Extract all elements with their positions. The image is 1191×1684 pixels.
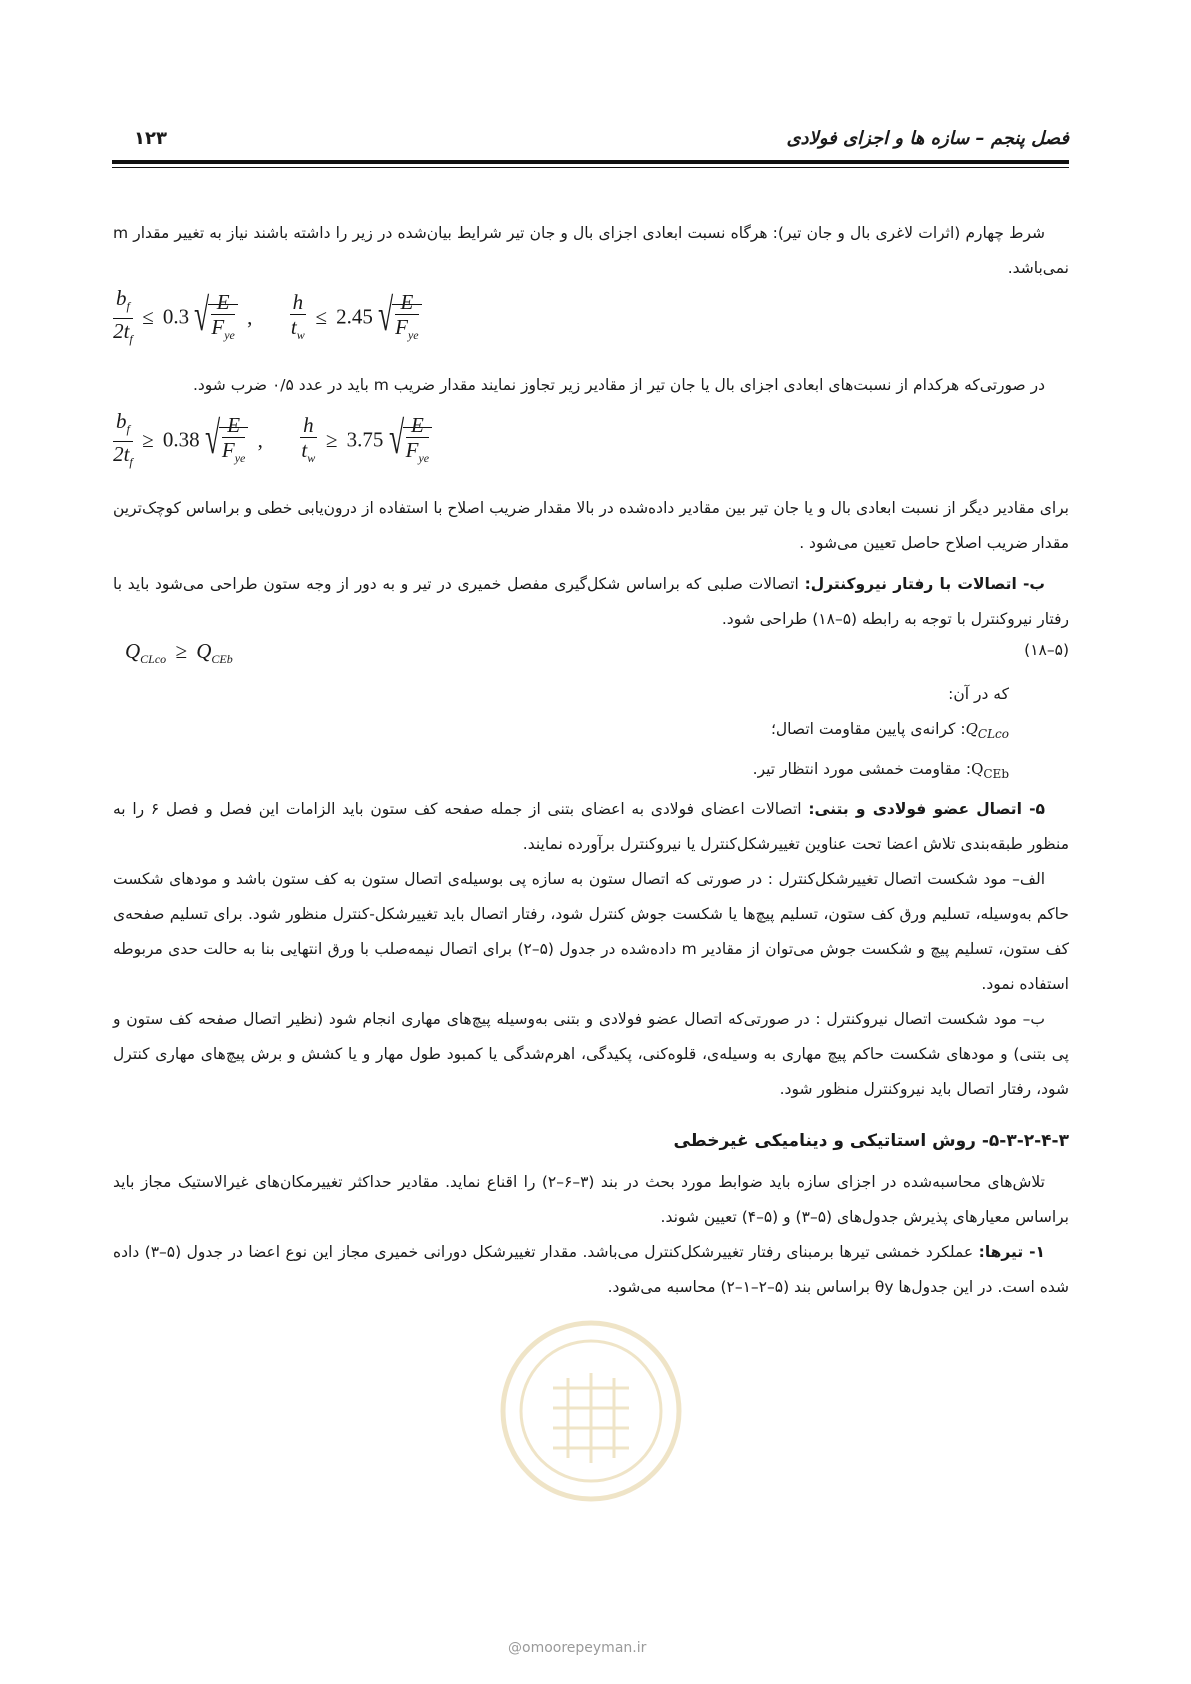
header-rule-thick: [112, 160, 1069, 164]
definitions: [113, 677, 1069, 792]
paragraph-force-controlled-mode: ب– مود شکست اتصال نیروکنترل : در صورتی‌که اتصال عضو فولادی و بتنی به‌وسیله پیچ‌های مهاری انجام شود (نظیر اتصال صفحه کف ستون و پی بتنی) و مودهای شکست حاکم پیچ مهاری به وسیله‌ی، قلوه‌کنی، پکیدگی، اهرم‌شدگی یا کمبود طول مهار و یا کشش و برش پیچ‌های مهاری کنترل شود، رفتار اتصال باید نیروکنترل منظور شود.: [113, 1010, 1069, 1098]
definition-qceb: $Q_{CEb}$: مقاومت خمشی مورد انتظار تیر.: [752, 760, 1009, 781]
coefficient-web-upper: 3.75: [346, 427, 384, 452]
chapter-title: فصل پنجم – سازه ها و اجزای فولادی: [786, 128, 1069, 149]
fraction-h-tw: $\frac{h}{t_w}$: [290, 290, 305, 343]
formula-q: $Q_{CLco} \ge Q_{CEb}$: [125, 639, 233, 667]
sqrt-e-fye: √ $\frac{E}{F_{ye}}$: [194, 290, 237, 347]
equation-slenderness-limit: $\frac{b_f}{2t_f}$ ≤ 0.3 √ $\frac{E}{F_{ye}}$ , $\frac{h}{t_w}$ ≤ 2.45 √ $\frac{E}{F_{ye}}$: [113, 286, 1069, 368]
paragraph-condition-four: شرط چهارم (اثرات لاغری بال و جان تیر): هرگاه نسبت ابعادی اجزای بال و جان تیر شرایط بیان‌شده در زیر را داشته باشند نیاز به تغییر مقدار m نمی‌باشد.: [113, 224, 1069, 277]
coefficient-web: 2.45: [336, 304, 373, 329]
operator-le: ≤: [142, 304, 154, 329]
label-steel-concrete: ۵- اتصال عضو فولادی و بتنی:: [808, 800, 1045, 818]
paragraph-interpolation: برای مقادیر دیگر از نسبت ابعادی بال و یا جان تیر بین مقادیر داده‌شده در بالا مقدار ضریب اصلاح با استفاده از درون‌یابی خطی و براساس کوچک‌ترین مقدار ضریب اصلاح حاصل تعیین می‌شود .: [113, 499, 1069, 552]
equation-number: (۵–۱۸): [1024, 641, 1069, 659]
label-force-controlled: ب- اتصالات با رفتار نیروکنترل:: [804, 575, 1045, 593]
label-beams: ۱- تیرها:: [978, 1243, 1045, 1261]
operator-ge-2: ≥: [325, 427, 338, 452]
operator-le-2: ≤: [315, 304, 327, 329]
text-force-controlled: اتصالات صلبی که براساس شکل‌گیری مفصل خمیری در تیر و به دور از وجه ستون طراحی می‌شود باید با رفتار نیروکنترل با توجه به رابطه (۵–۱۸) طراحی شود.: [113, 575, 1069, 628]
page-number: ۱۲۳: [134, 128, 167, 149]
watermark-seal-icon: [498, 1318, 684, 1504]
paragraph-deformation-controlled-mode: الف– مود شکست اتصال تغییرشکل‌کنترل : در صورتی که اتصال ستون به سازه پی بوسیله‌ی اتصال ستون به کف ستون باشد و مودهای شکست حاکم به‌وسیله، تسلیم ورق کف ستون، تسلیم پیچ‌ها یا شکست جوش کنترل شود، رفتار اتصال باید تغییرشکل-کنترل منظور شود. برای تسلیم صفحه‌ی کف ستون، تسلیم پیچ و شکست جوش می‌توان از مقادیر m داده‌شده در جدول (۵–۲) برای اتصال نیمه‌صلب با ورق انتهایی بنا به حالت حدی مربوطه استفاده نمود.: [113, 870, 1070, 993]
text-beams: عملکرد خمشی تیرها برمبنای رفتار تغییرشکل‌کنترل می‌باشد. مقدار تغییرشکل دورانی خمیری مجاز این نوع اعضا در جدول (۵–۳) داده شده است. در این جدول‌ها θy براساس بند (۵–۲–۱–۲) محاسبه می‌شود.: [113, 1243, 1069, 1296]
header-rule-thin: [112, 167, 1069, 168]
sqrt-e-fye-2: √ $\frac{E}{F_{ye}}$: [378, 290, 421, 347]
section-heading: ۵-۳-۲-۴-۳- روش استاتیکی و دینامیکی غیرخطی: [673, 1131, 1069, 1151]
operator-ge: ≥: [142, 427, 154, 452]
paragraph-nonlinear: تلاش‌های محاسبه‌شده در اجزای سازه باید ضوابط مورد بحث در بند (۳–۶–۲) را اقناع نماید. مقادیر حداکثر تغییرمکان‌های غیرالاستیک مجاز باید براساس معیارهای پذیرش جدول‌های (۵–۳) و (۵–۴) تعیین شوند.: [113, 1173, 1069, 1226]
watermark-url: @omoorepeyman.ir: [508, 1640, 647, 1656]
definition-qclco: $Q_{CLco}$: کرانه‌ی پایین مقاومت اتصال؛: [770, 720, 1009, 741]
where-text: که در آن:: [948, 685, 1009, 703]
paragraph-steel-concrete: [113, 792, 1069, 862]
coefficient-flange: 0.3: [162, 304, 190, 329]
fraction-bf-2tf: $\frac{b_f}{2t_f}$: [113, 286, 133, 347]
coefficient-flange-upper: 0.38: [162, 427, 200, 452]
paragraph-force-controlled: [113, 567, 1069, 637]
paragraph-beams: [113, 1235, 1069, 1305]
page-body: [113, 216, 1069, 1305]
paragraph-exceed-limits: در صورتی‌که هرکدام از نسبت‌های ابعادی اجزای بال یا جان تیر از مقادیر زیر تجاوز نمایند مقدار ضریب m باید در عدد ۰/۵ ضرب شود.: [192, 376, 1045, 394]
text-steel-concrete: اتصالات اعضای فولادی به اعضای بتنی از جمله صفحه کف ستون باید الزامات این فصل و فصل ۶ را به منظور طبقه‌بندی تلاش اعضا تحت عناوین تغییرشکل‌کنترل یا نیروکنترل برآورده نمایند.: [113, 800, 1069, 853]
page-header: [112, 128, 1069, 152]
equation-5-18: [113, 637, 1069, 677]
equation-slenderness-upper: $\frac{b_f}{2t_f}$ ≥ 0.38 √ $\frac{E}{F_{ye}}$ , $\frac{h}{t_w}$ ≥ 3.75 √ $\frac{E}{F_{ye}}$: [113, 409, 1069, 491]
